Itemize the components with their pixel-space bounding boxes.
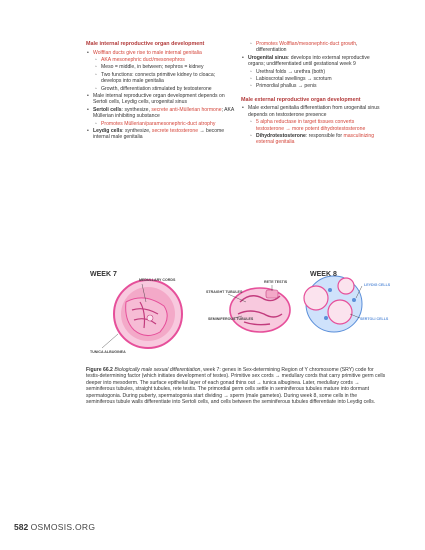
testis-diagram [84, 262, 391, 362]
caption-body: , week 7: genes in Sex-determining Region of Y chromosome (SRY) code for testis-determining factor (which initiates development of testes). Primitive sex cords → medullary cords that carry primitive germ cells deeper into mesoderm. The surface epithelial layer of each gonad thins out → tunica albuginea. Later, medullary cords → seminiferous tubules, straight tubules, rete testis. The primordial germ cells settle in seminiferous tubules mature into dormant spermatogonia. During puberty, spermatogonia start dividing → sperm (male gametes). During week 8, some cells in the seminiferous tubule walls differentiate into Sertoli cells, and cells between the seminiferous tubules differentiate into Leydig cells. [86, 367, 386, 406]
item-text: Male internal reproductive organ development depends on Sertoli cells, Leydig cells, urogenital sinus [93, 93, 225, 106]
dht-label: Dihydrotestosterone [256, 133, 306, 140]
sertoli-sublist [93, 121, 236, 127]
sub-text-red: Promotes Wolffian/mesonephric-duct growth [256, 41, 357, 47]
section-heading-external: Male external reproductive organ development [241, 96, 361, 103]
list-item [93, 50, 236, 92]
tunica-label: TUNICA ALBUGINEA [90, 350, 126, 354]
item-text: → become internal male genitalia [93, 128, 225, 141]
sub-text-red: masculinizing external genitalia [256, 133, 375, 146]
leydig-label: LEYDIG CELLS [364, 283, 391, 287]
external-list [241, 105, 381, 145]
list-item [248, 55, 381, 90]
item-text-red: secrete anti-Müllerian hormone [151, 106, 222, 113]
sub-text: Meso = middle, in between; nephros = kidney [101, 64, 204, 71]
urogenital-sublist [248, 69, 381, 90]
section-heading-internal: Male internal reproductive organ development [86, 41, 205, 47]
page-footer [14, 522, 95, 532]
week8-label: WEEK 8 [310, 271, 337, 278]
sub-text: Growth, differentiation stimulated by testosterone [101, 85, 212, 92]
medullary-label: MEDULLARY CORDS [139, 278, 176, 282]
list-item [101, 64, 236, 70]
item-text: : develops into external reproductive organs; undifferentiated until gestational week 9 [248, 54, 370, 68]
item-text: ; AKA Müllerian inhibiting substance [93, 106, 235, 120]
week7-gonad [114, 280, 182, 348]
figure-title: Biologically male sexual differentiation [112, 367, 201, 373]
urogenital-label: Urogenital sinus [248, 54, 288, 61]
sub-text: Promotes Müllerian/paramesonephric-duct atrophy [101, 120, 216, 127]
list-item [101, 57, 236, 63]
list-item [101, 121, 236, 127]
list-item [101, 72, 236, 85]
sub-text: Labioscrotal swellings → scrotum [256, 76, 332, 83]
internal-list [86, 50, 236, 141]
figure-illustration [84, 262, 391, 362]
week8-cross-section [304, 276, 362, 332]
sub-text: Urethral folds → urethra (both) [256, 68, 326, 75]
list-item [256, 83, 381, 89]
sertoli-label: SERTOLI CELLS [360, 317, 389, 321]
figure-number: Figure 66.2 [86, 367, 113, 373]
wolffian-text: Wolffian ducts give rise to male internal genitalia [93, 49, 202, 56]
wolffian-sublist [93, 57, 236, 92]
site-name: OSMOSIS.ORG [30, 522, 96, 532]
leydig-label: Leydig cells [93, 128, 123, 135]
sub-text: Primordial phallus → penis [256, 83, 317, 90]
page-number: 582 [14, 522, 29, 532]
list-item [256, 133, 381, 146]
sub-text: , differentiation [256, 41, 358, 54]
left-column [86, 41, 236, 142]
sub-text: : responsible for [305, 133, 344, 140]
figure-caption [86, 367, 386, 405]
external-sublist [248, 119, 381, 146]
item-text-red: secrete testosterone [151, 128, 199, 135]
item-text: : synthesize, [122, 128, 152, 135]
middle-testis [230, 288, 290, 332]
list-item [101, 86, 236, 92]
sub-text: in target tissues converts testosterone → more potent [256, 119, 355, 132]
list-item [93, 93, 236, 106]
sub-text: Two functions: connects primitive kidney to cloaca; develops into male genitalia [101, 71, 216, 85]
sub-text-red: 5 alpha reductase [256, 119, 297, 126]
list-item [93, 107, 236, 127]
seminiferous-label: SEMINIFEROUS TUBULES [208, 317, 254, 321]
continued-sublist [241, 41, 381, 54]
list-item [256, 76, 381, 82]
week7-label: WEEK 7 [90, 271, 117, 278]
list-item [256, 41, 381, 54]
sub-text-red: dihydrotestosterone [320, 125, 366, 132]
item-text: : synthesize, [121, 106, 152, 113]
list-item [93, 128, 236, 141]
list-item [256, 119, 381, 132]
item-text: Male external genitalia differentiation from urogenital sinus depends on testosterone presence [248, 105, 380, 118]
sertoli-label: Sertoli cells [93, 106, 122, 113]
rete-label: RETE TESTIS [264, 280, 288, 284]
urogenital-list [241, 55, 381, 90]
list-item [256, 69, 381, 75]
right-column [241, 41, 381, 147]
list-item [248, 105, 381, 145]
sub-text: AKA mesonephric duct/mesonephros [101, 57, 185, 63]
straight-label: STRAIGHT TUBULES [206, 290, 243, 294]
